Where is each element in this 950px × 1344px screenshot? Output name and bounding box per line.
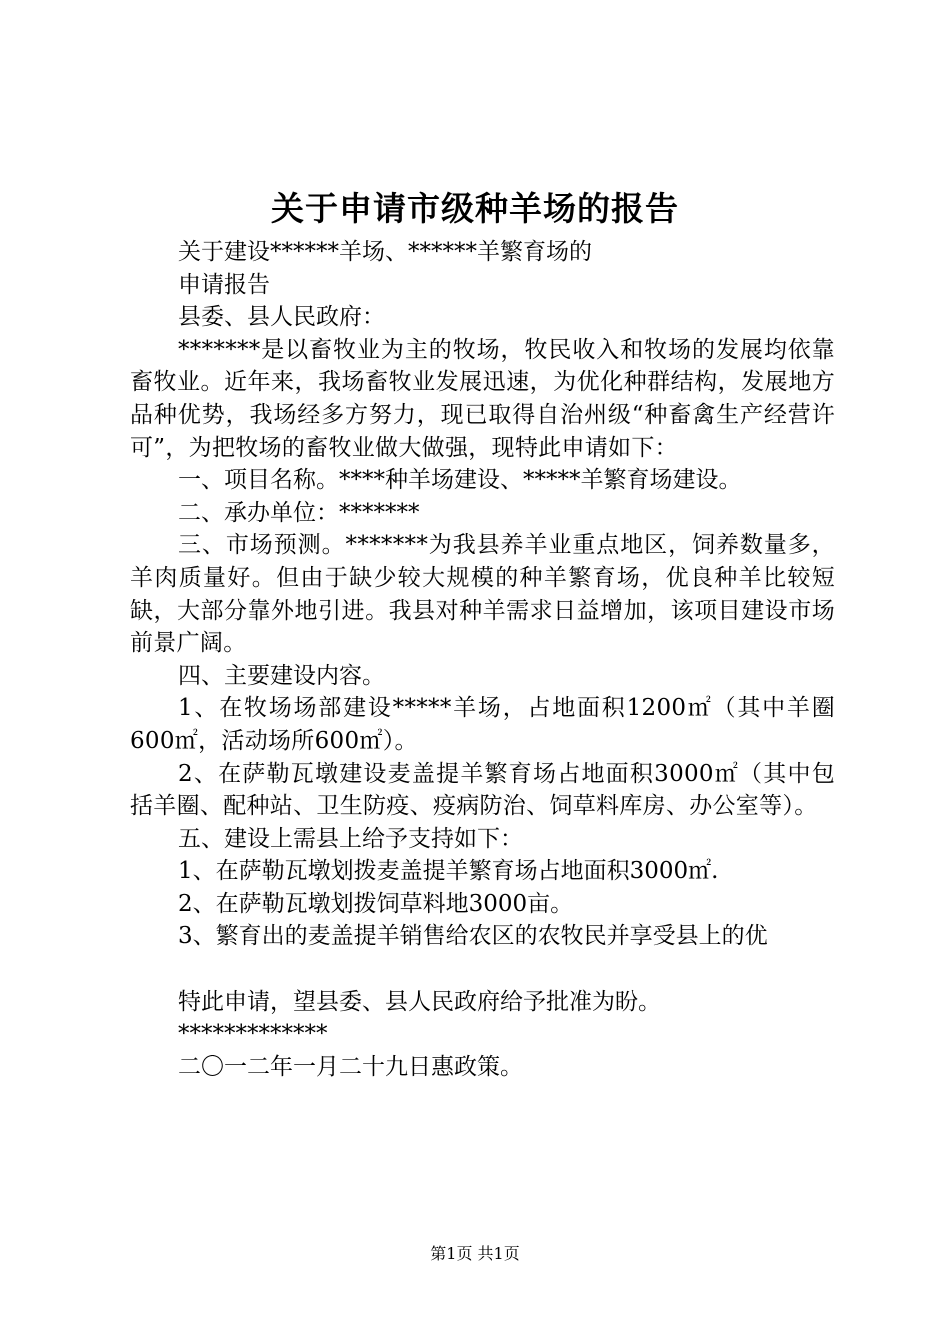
item-organizer: 二、承办单位：******* <box>178 499 420 526</box>
support-item-1: 1、在萨勒瓦墩划拨麦盖提羊繁育场占地面积3000㎡. <box>178 858 719 885</box>
subject-line-1: 关于建设******羊场、******羊繁育场的 <box>178 239 592 265</box>
intro-paragraph: *******是以畜牧业为主的牧场，牧民收入和牧场的发展均依靠畜牧业。近年来，我场畜牧业发展迅速，为优化种群结构，发展地方品种优势，我场经多方努力，现已取得自治州级“种畜禽生产经营许可”，为把牧场的畜牧业做大做强，现特此申请如下： <box>130 336 835 461</box>
closing-request: 特此申请，望县委、县人民政府给予批准为盼。 <box>178 988 661 1015</box>
document-body <box>130 236 835 1083</box>
subject-line-2: 申请报告 <box>178 271 270 298</box>
item-market-forecast: 三、市场预测。*******为我县养羊业重点地区，饲养数量多，羊肉质量好。但由于缺少较大规模的种羊繁育场，优良种羊比较短缺，大部分靠外地引进。我县对种羊需求日益增加，该项目建设市场前景广阔。 <box>130 532 835 657</box>
item-construction-heading: 四、主要建设内容。 <box>178 662 385 689</box>
page-number: 第1页 共1页 <box>430 1244 520 1263</box>
support-item-2: 2、在萨勒瓦墩划拨饲草料地3000亩。 <box>178 890 574 917</box>
support-item-3: 3、繁育出的麦盖提羊销售给农区的农牧民并享受县上的优 <box>178 923 768 950</box>
date-line: 二〇一二年一月二十九日惠政策。 <box>178 1053 523 1080</box>
signature-line: ************* <box>178 1021 328 1048</box>
construction-item-1: 1、在牧场场部建设*****羊场，占地面积1200㎡（其中羊圈600㎡，活动场所600㎡）。 <box>130 695 835 754</box>
blank-line <box>130 953 835 986</box>
item-support-heading: 五、建设上需县上给予支持如下： <box>178 825 523 852</box>
salutation: 县委、县人民政府： <box>178 304 385 331</box>
item-project-name: 一、项目名称。****种羊场建设、*****羊繁育场建设。 <box>178 467 742 494</box>
construction-item-2: 2、在萨勒瓦墩建设麦盖提羊繁育场占地面积3000㎡（其中包括羊圈、配种站、卫生防疫、疫病防治、饲草料库房、办公室等）。 <box>130 760 835 820</box>
document-title: 关于申请市级种羊场的报告 <box>271 189 679 228</box>
